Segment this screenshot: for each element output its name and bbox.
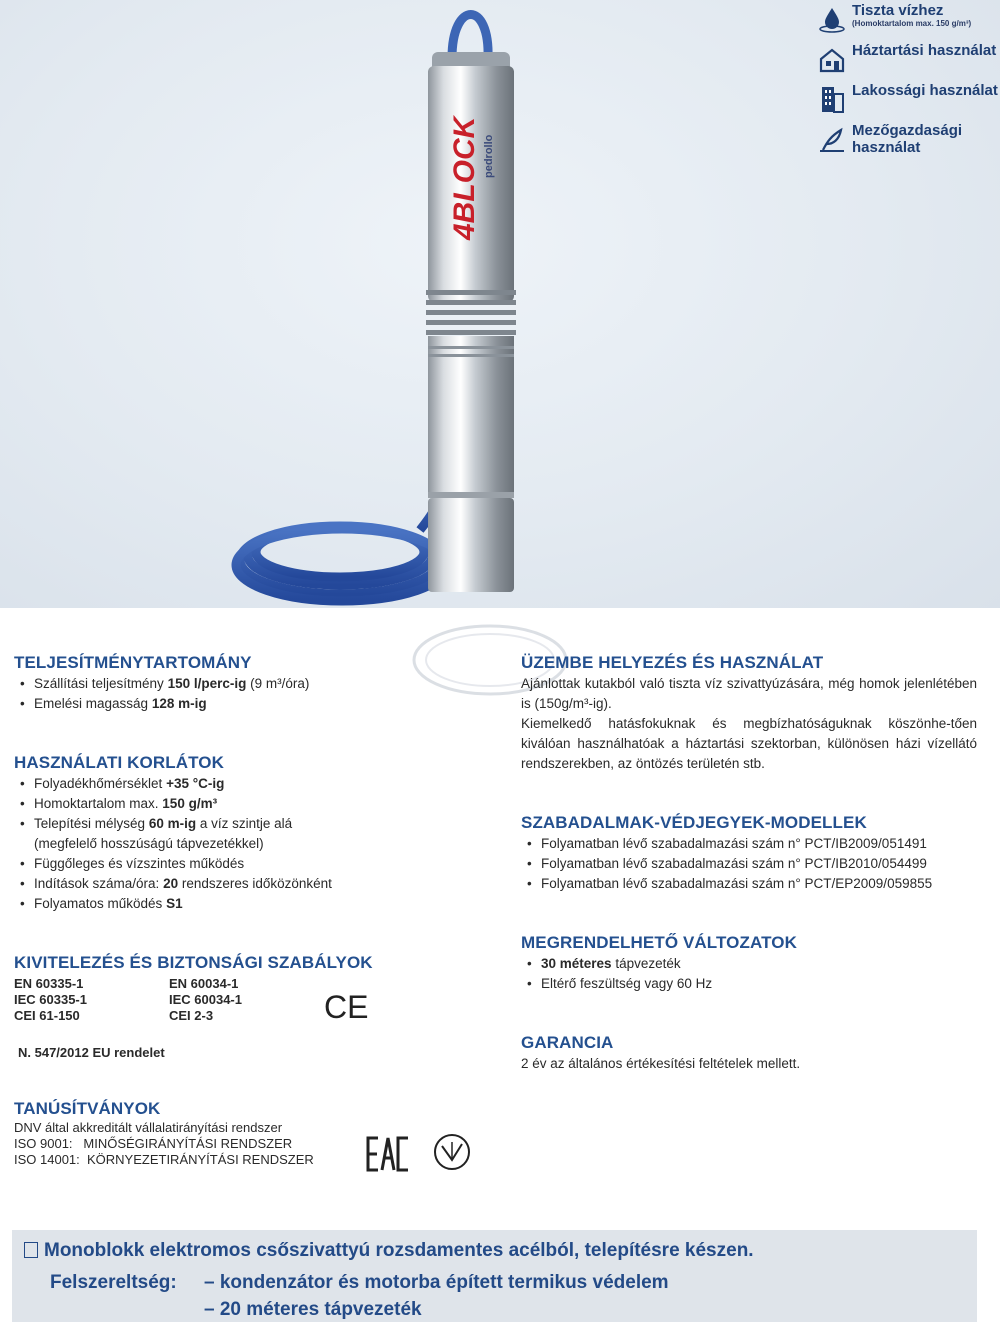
use-residential xyxy=(812,82,1000,116)
certificates-heading: TANÚSÍTVÁNYOK xyxy=(14,1099,161,1118)
svg-text:CE: CE xyxy=(324,990,369,1024)
installation-heading: ÜZEMBE HELYEZÉS ÉS HASZNÁLAT xyxy=(521,653,824,672)
product-hero xyxy=(0,0,1000,608)
water-drop-icon xyxy=(812,2,852,36)
band-item: – kondenzátor és motorba épített termikus védelem xyxy=(204,1272,669,1293)
eac-mark-icon xyxy=(366,1132,410,1181)
left-column xyxy=(14,652,494,1168)
list-item: • Szállítási teljesítmény 150 l/perc-ig (9 m³/óra) xyxy=(14,674,494,694)
standards-grid xyxy=(14,976,494,1024)
use-sublabel: (Homoktartalom max. 150 g/m³) xyxy=(852,19,972,28)
limits-list xyxy=(14,774,494,914)
equipment-band xyxy=(12,1230,977,1322)
building-icon xyxy=(812,82,852,116)
standard: IEC 60335-1 xyxy=(14,992,87,1007)
usage-icons xyxy=(812,2,1000,162)
list-item: • 30 méteres tápvezeték xyxy=(521,954,977,974)
use-clean-water xyxy=(812,2,1000,36)
performance-list xyxy=(14,674,494,714)
conformity-mark-icon xyxy=(432,1132,472,1177)
right-column xyxy=(521,652,977,1074)
cert-line: DNV által akkreditált vállalatirányítási rendszer xyxy=(14,1120,283,1135)
list-item: • Emelési magasság 128 m-ig xyxy=(14,694,494,714)
variants-heading: MEGRENDELHETŐ VÁLTOZATOK xyxy=(521,933,797,952)
use-label: Mezőgazdasági használat xyxy=(852,122,963,156)
plant-icon xyxy=(812,122,852,156)
list-item: • Folyamatban lévő szabadalmazási szám n° PCT/EP2009/059855 xyxy=(521,874,977,894)
limits-heading: HASZNÁLATI KORLÁTOK xyxy=(14,753,224,772)
band-item: – 20 méteres tápvezeték xyxy=(204,1299,422,1320)
use-label: Tiszta vízhez xyxy=(852,2,944,19)
list-item: • Telepítési mélység 60 m-ig a víz szintje alá (megfelelő hosszúságú tápvezetékkel) xyxy=(14,814,494,854)
standard: IEC 60034-1 xyxy=(169,992,242,1007)
list-item: • Indítások száma/óra: 20 rendszeres időközönként xyxy=(14,874,494,894)
list-item: • Függőleges és vízszintes működés xyxy=(14,854,494,874)
standard: EN 60034-1 xyxy=(169,976,239,991)
standard: CEI 2-3 xyxy=(169,1008,214,1023)
house-icon xyxy=(812,42,852,76)
list-item: • Folyamatban lévő szabadalmazási szám n° PCT/IB2010/054499 xyxy=(521,854,977,874)
lifting-loop xyxy=(452,15,488,59)
band-headline: Monoblokk elektromos csőszivattyú rozsdamentes acélból, telepítésre készen. xyxy=(24,1240,754,1262)
use-label: Lakossági használat xyxy=(852,82,998,99)
pump-illustration xyxy=(0,0,812,608)
safety-heading: KIVITELEZÉS ÉS BIZTONSÁGI SZABÁLYOK xyxy=(14,953,373,972)
brand-logo: pedrollo xyxy=(483,134,495,178)
list-item: • Folyamatban lévő szabadalmazási szám n° PCT/IB2009/051491 xyxy=(521,834,977,854)
band-label: Felszereltség: xyxy=(50,1272,177,1293)
certificates-text xyxy=(14,1120,494,1168)
variants-list xyxy=(521,954,977,994)
list-item: • Eltérő feszültség vagy 60 Hz xyxy=(521,974,977,994)
cable-coil xyxy=(236,480,448,601)
warranty-heading: GARANCIA xyxy=(521,1033,614,1052)
cert-line: ISO 9001: MINŐSÉGIRÁNYÍTÁSI RENDSZER xyxy=(14,1136,293,1151)
standard: CEI 61-150 xyxy=(14,1008,80,1023)
warranty-text: 2 év az általános értékesítési feltételek mellett. xyxy=(521,1056,801,1071)
use-household xyxy=(812,42,1000,76)
list-item: • Folyamatos működés S1 xyxy=(14,894,494,914)
list-item: • Homoktartalom max. 150 g/m³ xyxy=(14,794,494,814)
cert-line: ISO 14001: KÖRNYEZETIRÁNYÍTÁSI RENDSZER xyxy=(14,1152,314,1167)
ce-mark-icon xyxy=(324,990,372,1029)
patents-list xyxy=(521,834,977,894)
performance-heading: TELJESÍTMÉNYTARTOMÁNY xyxy=(14,653,252,672)
regulation-text: N. 547/2012 EU rendelet xyxy=(18,1045,165,1060)
checkbox-icon xyxy=(24,1242,38,1258)
installation-paragraph: Ajánlottak kutakból való tiszta víz szivattyúzására, még homok jelenlétében is (150g/m³-ig). xyxy=(521,676,977,711)
standard: EN 60335-1 xyxy=(14,976,84,991)
use-agriculture xyxy=(812,122,1000,156)
list-item: • Folyadékhőmérséklet +35 °C-ig xyxy=(14,774,494,794)
installation-paragraph: Kiemelkedő hatásfokuknak és megbízhatóságuknak köszönhe-tően kiválóan használhatóak a háztartási szektorban, különösen házi vízellátó rendszerekben, az öntözés területén stb. xyxy=(521,716,977,771)
use-label: Háztartási használat xyxy=(852,42,997,59)
product-logo: 4BLOCK xyxy=(448,116,481,240)
patents-heading: SZABADALMAK-VÉDJEGYEK-MODELLEK xyxy=(521,813,867,832)
